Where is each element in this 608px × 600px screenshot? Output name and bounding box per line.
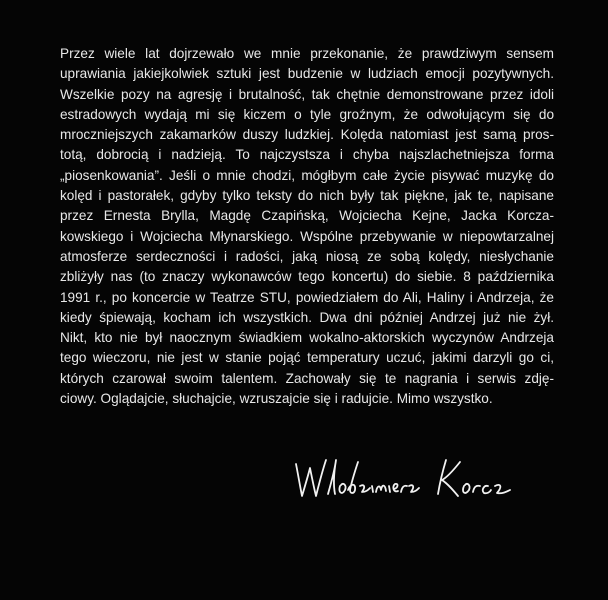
text-line: mroczniejszych zakamarków duszy ludzkiej. Kolęda natomiast jest samą pros- xyxy=(60,127,554,143)
text-line: Wszelkie pozy na agresję i brutalność, tak chętnie demonstrowane przez idoli xyxy=(60,86,554,102)
text-line: Nikt, kto nie był naocznym świadkiem wokalno-aktorskich wyczynów Andrzeja xyxy=(60,330,554,346)
text-line: „piosenkowania”. Jeśli o mnie chodzi, mógłbym całe życie pisywać muzykę do xyxy=(60,167,554,183)
text-line: zbliżyły nas (to znaczy wykonawców tego koncertu) do siebie. 8 października xyxy=(60,269,554,285)
body-text xyxy=(60,44,554,409)
text-line: kolęd i pastorałek, gdyby tylko teksty do nich były tak piękne, jak te, napisane xyxy=(60,188,554,204)
text-line: ciowy. Oglądajcie, słuchajcie, wzruszajcie się i radujcie. Mimo wszystko. xyxy=(60,391,493,407)
text-line: tego wieczoru, nie jest w stanie pojąć temperatury uczuć, jakimi darzyli go ci, xyxy=(60,350,554,366)
text-line: Przez wiele lat dojrzewało we mnie przekonanie, że prawdziwym sensem xyxy=(60,46,554,61)
text-line: kowskiego i Wojciecha Młynarskiego. Wspólne przebywanie w niepowtarzalnej xyxy=(60,228,554,244)
text-line: totą, dobrocią i nadzieją. To najczystsza i chyba najszlachetniejsza forma xyxy=(60,147,554,163)
text-line: atmosferze serdeczności i radości, jaką niosą ze sobą kolędy, niesłychanie xyxy=(60,248,554,264)
text-line: 1991 r., po koncercie w Teatrze STU, powiedziałem do Ali, Haliny i Andrzeja, że xyxy=(60,289,554,305)
text-line: których czarował swoim talentem. Zachowały się te nagrania i serwis zdję- xyxy=(60,370,554,386)
text-line: przez Ernesta Brylla, Magdę Czapińską, Wojciecha Kejne, Jacka Korcza- xyxy=(60,208,554,224)
text-line: kiedy śpiewają, kocham ich wszystkich. Dwa dni później Andrzej już nie żył. xyxy=(60,309,554,325)
text-line: estradowych wydają mi się kiczem o tyle groźnym, że odwołującym się do xyxy=(60,106,554,122)
handwritten-signature xyxy=(288,450,548,506)
text-line: uprawiania jakiejkolwiek sztuki jest budzenie w ludziach emocji pozytywnych. xyxy=(60,66,554,82)
signature-drawing xyxy=(288,450,548,506)
